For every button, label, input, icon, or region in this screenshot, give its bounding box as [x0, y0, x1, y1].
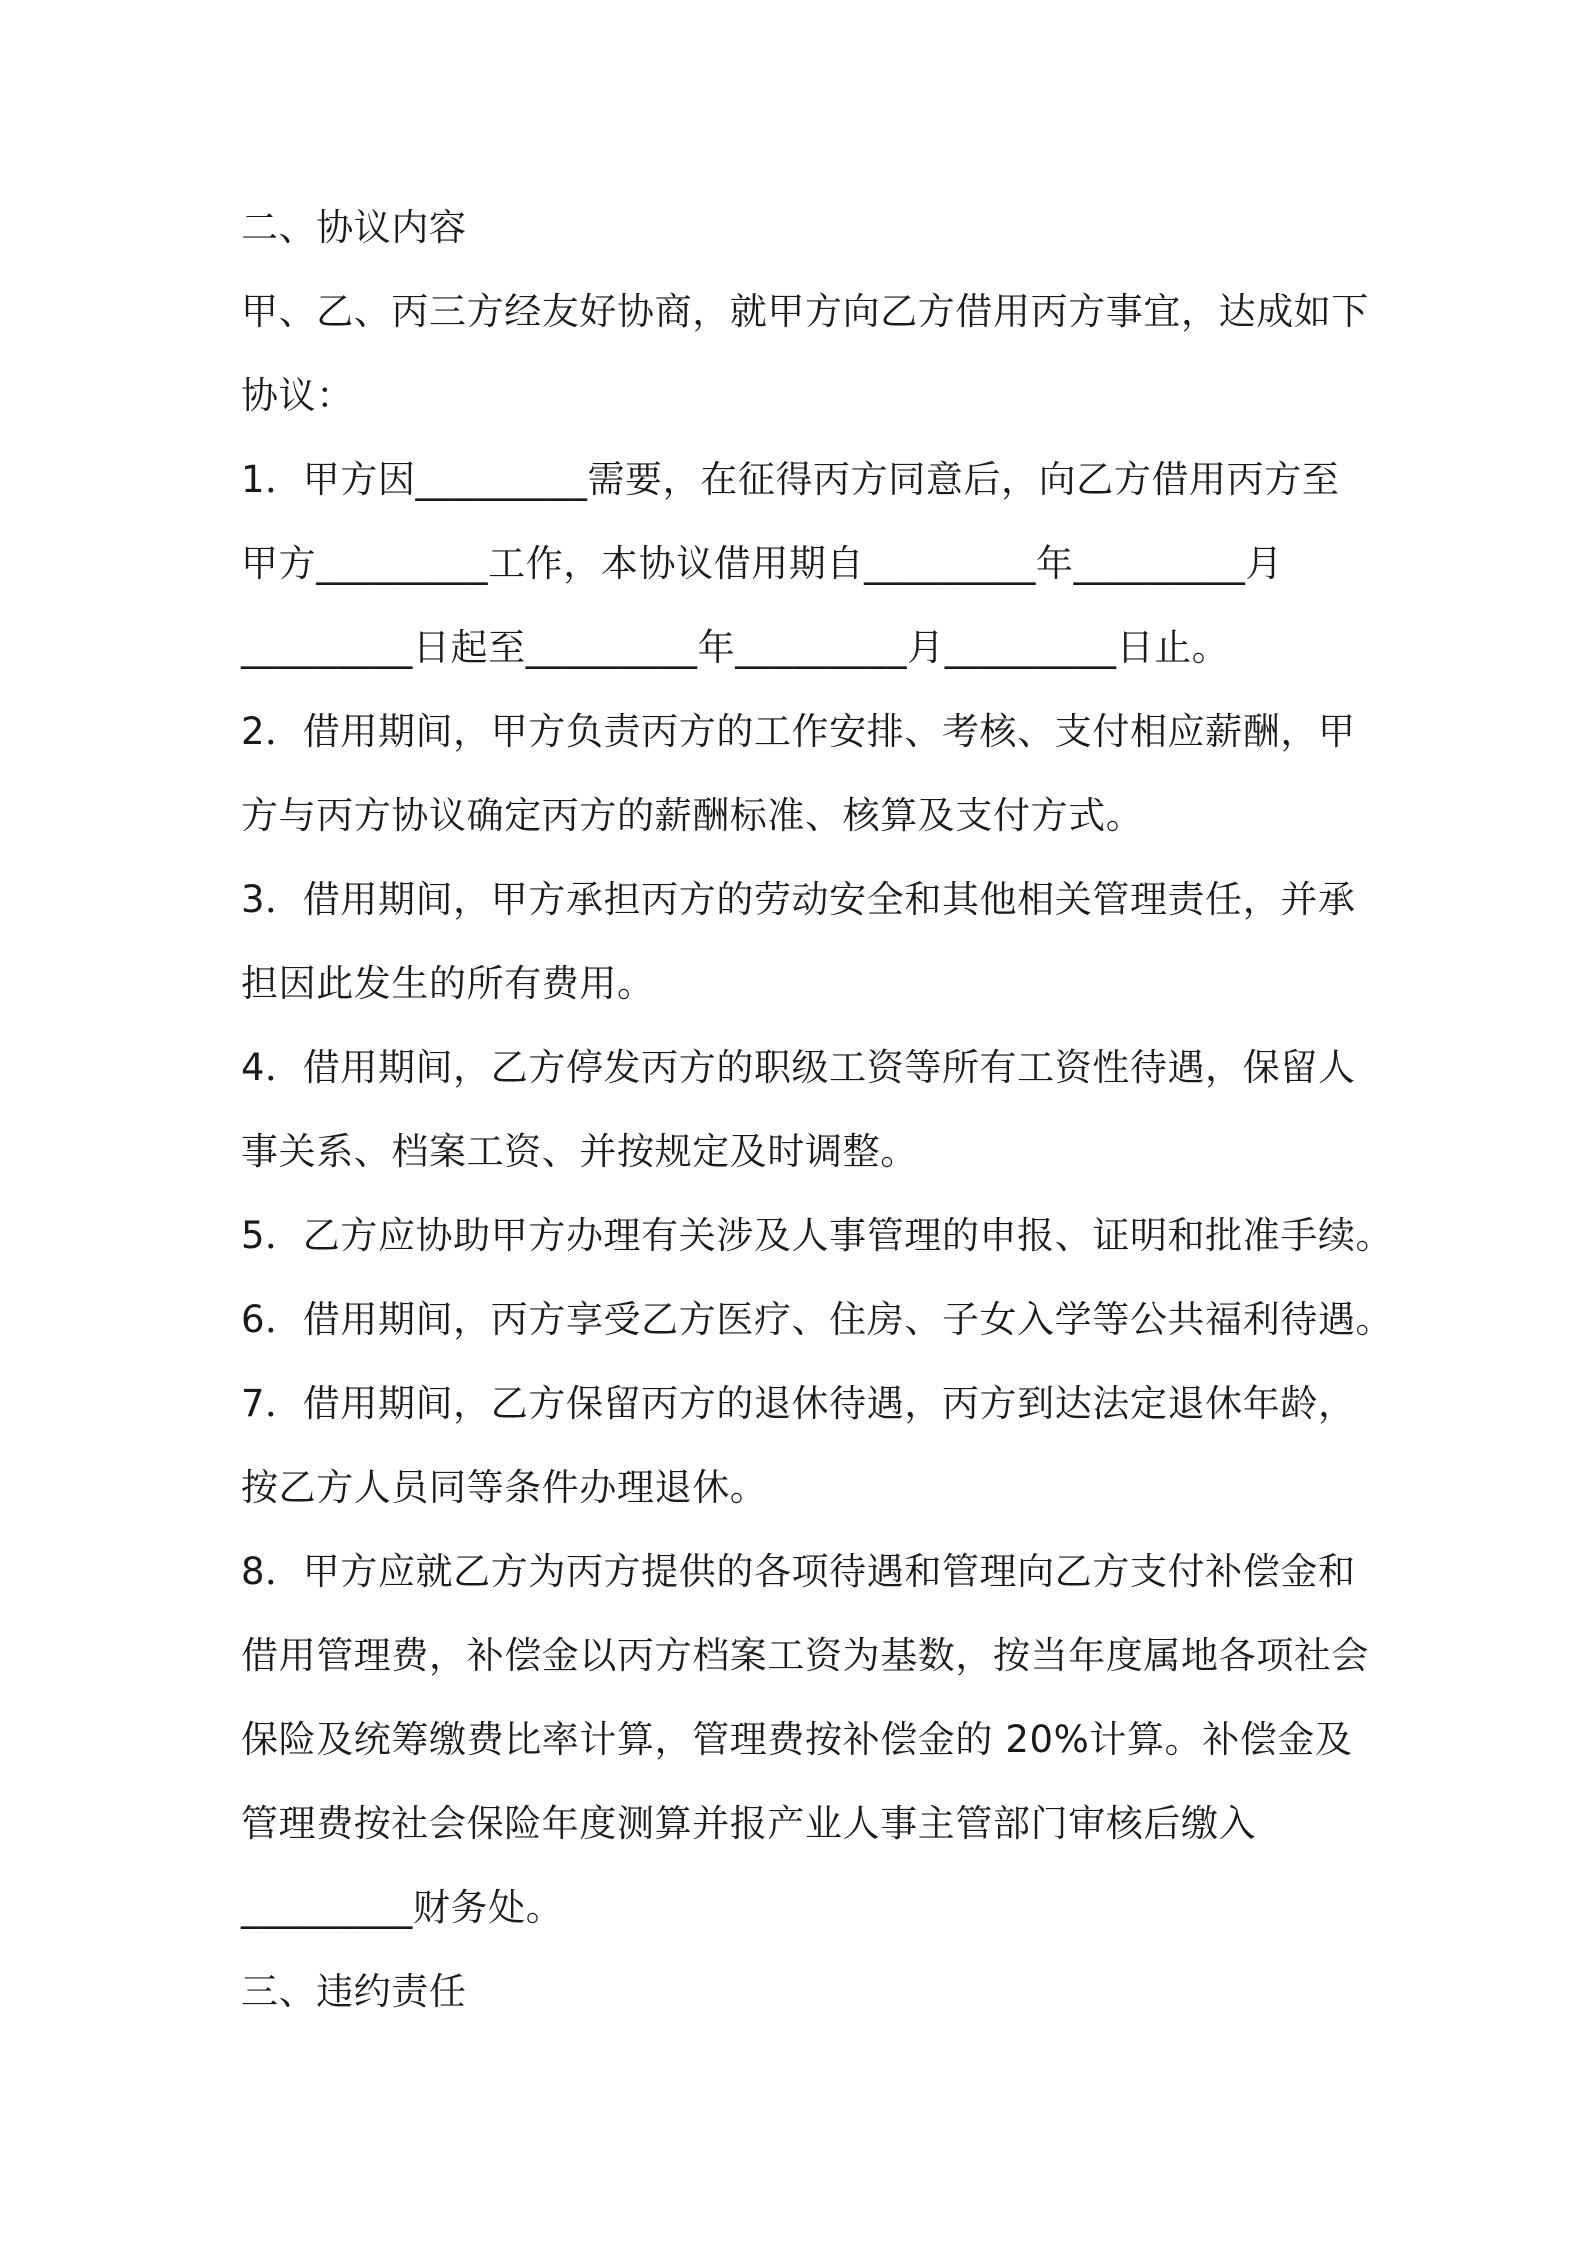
clause-8-line: _________财务处。: [241, 1886, 564, 1929]
clause-7-line: 按乙方人员同等条件办理退休。: [241, 1466, 768, 1509]
clause-8-line: 借用管理费，补偿金以丙方档案工资为基数，按当年度属地各项社会: [241, 1634, 1369, 1677]
section-heading-breach-liability: 三、违约责任: [241, 1970, 467, 2013]
clause-1-line: 甲方_________工作，本协议借用期自_________年_________月: [241, 542, 1284, 585]
clause-8-line: 管理费按社会保险年度测算并报产业人事主管部门审核后缴入: [241, 1802, 1257, 1845]
clause-3-line: 担因此发生的所有费用。: [241, 962, 655, 1005]
clause-2-line: 方与丙方协议确定丙方的薪酬标准、核算及支付方式。: [241, 794, 1144, 837]
clause-8-line: 保险及统筹缴费比率计算，管理费按补偿金的 20%计算。补偿金及: [241, 1718, 1353, 1761]
intro-paragraph-line: 协议：: [241, 374, 354, 417]
clause-1-line: 1．甲方因_________需要，在征得丙方同意后，向乙方借用丙方至: [241, 458, 1340, 501]
clause-7-line: 7．借用期间，乙方保留丙方的退休待遇，丙方到达法定退休年龄，: [241, 1382, 1356, 1425]
clause-3-line: 3．借用期间，甲方承担丙方的劳动安全和其他相关管理责任，并承: [241, 878, 1356, 921]
clause-8-line: 8．甲方应就乙方为丙方提供的各项待遇和管理向乙方支付补偿金和: [241, 1550, 1356, 1593]
clause-2-line: 2．借用期间，甲方负责丙方的工作安排、考核、支付相应薪酬，甲: [241, 710, 1356, 753]
intro-paragraph-line: 甲、乙、丙三方经友好协商，就甲方向乙方借用丙方事宜，达成如下: [241, 290, 1369, 333]
clause-6-line: 6．借用期间，丙方享受乙方医疗、住房、子女入学等公共福利待遇。: [241, 1298, 1394, 1341]
clause-4-line: 4．借用期间，乙方停发丙方的职级工资等所有工资性待遇，保留人: [241, 1046, 1356, 1089]
section-heading-agreement-content: 二、协议内容: [241, 206, 467, 249]
clause-1-line: _________日起至_________年_________月_________日止。: [241, 626, 1230, 669]
clause-4-line: 事关系、档案工资、并按规定及时调整。: [241, 1130, 918, 1173]
clause-5-line: 5．乙方应协助甲方办理有关涉及人事管理的申报、证明和批准手续。: [241, 1214, 1394, 1257]
